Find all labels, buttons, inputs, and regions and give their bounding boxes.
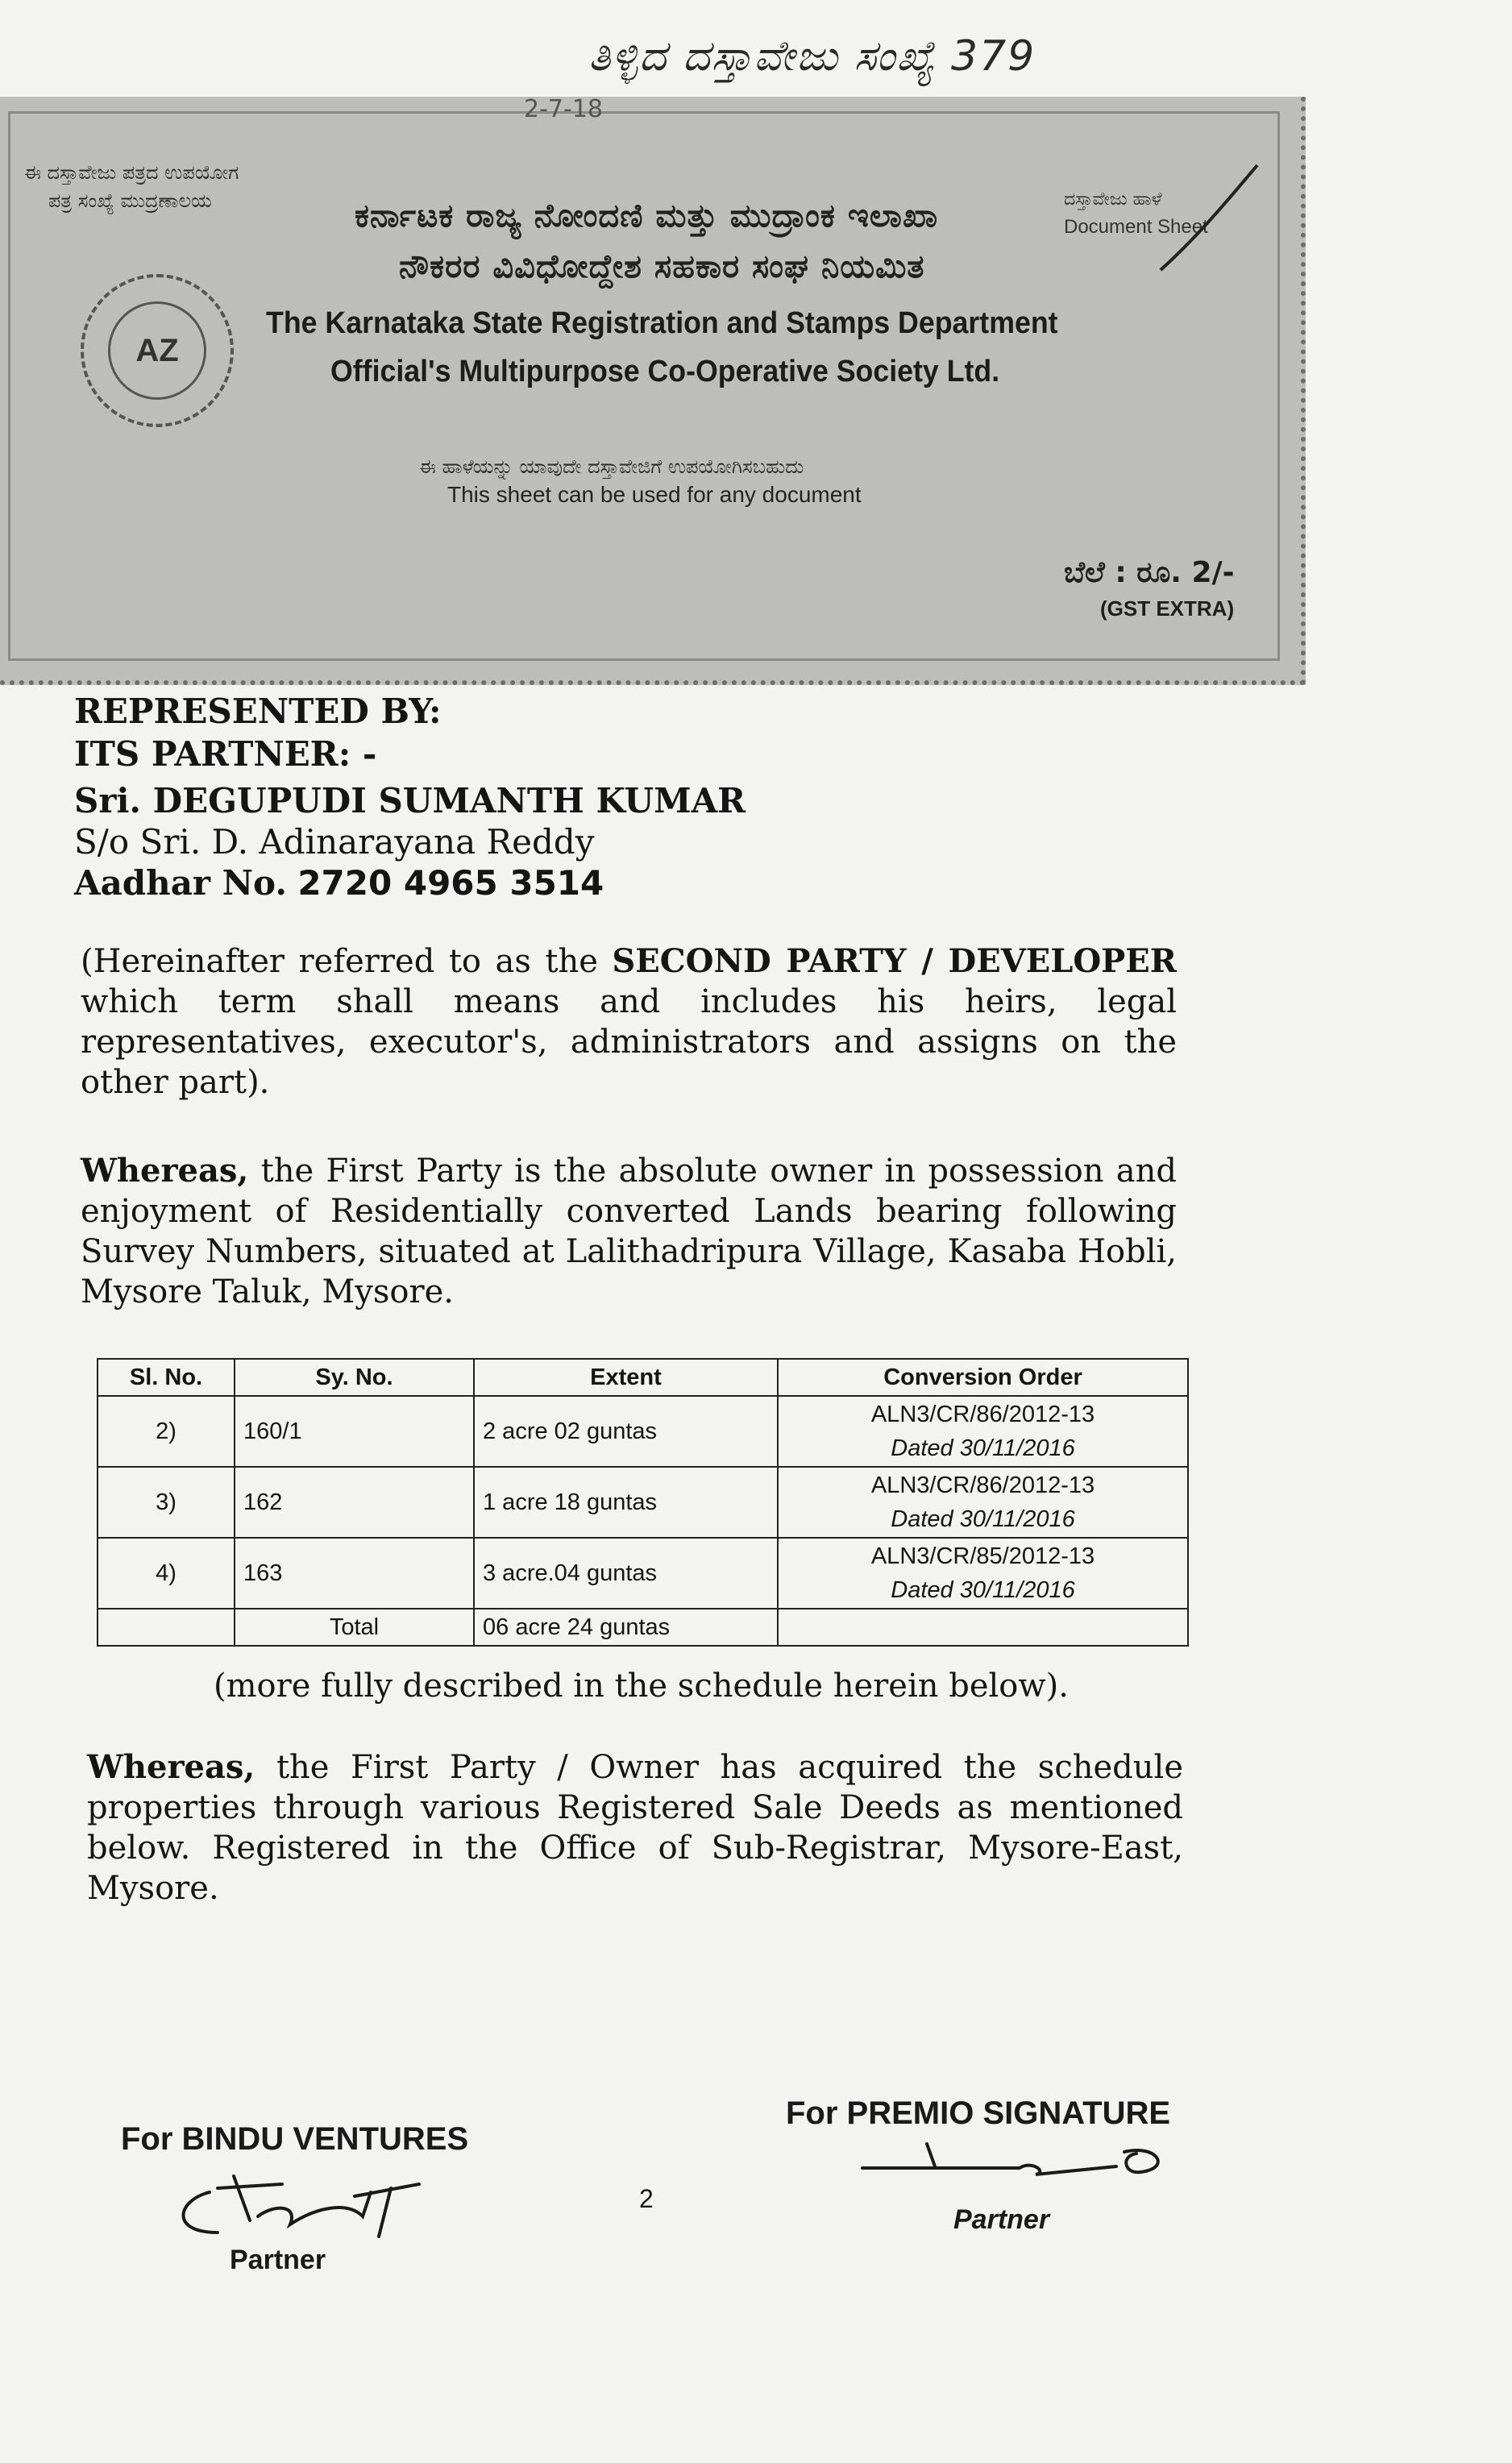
- cell-sl-no: 2): [98, 1396, 235, 1467]
- right-signatory-label: For PREMIO SIGNATURE: [786, 2095, 1171, 2131]
- notice-kannada: ಈ ಹಾಳೆಯನ್ನು ಯಾವುದೇ ದಸ್ತಾವೇಜಿಗೆ ಉಪಯೋಗಿಸಬಹುದು: [419, 455, 804, 478]
- whereas-lead: Whereas,: [81, 1152, 249, 1190]
- right-signature-scribble: [858, 2136, 1197, 2184]
- total-empty-cell: [98, 1609, 235, 1646]
- cell-conversion-order: [778, 1396, 1188, 1467]
- whereas-ownership-text: the First Party is the absolute owner in possession and enjoyment of Residentially converted Lands bearing following Survey Numbers, situated at Lalithadripura Village, Kasaba Hobli, Mysore Taluk, Mysore.: [81, 1153, 1177, 1310]
- stamp-left-kannada-1: ಈ ದಸ್ತಾವೇಜು ಪತ್ರದ ಉಪಯೋಗ: [24, 161, 239, 184]
- cell-sl-no: 3): [98, 1467, 235, 1538]
- left-partner-role: Partner: [230, 2245, 326, 2275]
- second-party-label: SECOND PARTY / DEVELOPER: [612, 942, 1177, 980]
- hereinafter-paragraph: [81, 941, 1177, 1103]
- whereas-acquisition-text: the First Party / Owner has acquired the schedule properties through various Registered Sale Deeds as mentioned below. Registered in the Office of Sub-Registrar, Mysore-East, Mysore.: [87, 1749, 1183, 1907]
- cell-extent: 2 acre 02 guntas: [474, 1396, 778, 1467]
- document-sheet-slash-mark: [1144, 161, 1265, 274]
- kannada-title-line-2: ನೌಕರರ ವಿವಿಧೋದ್ದೇಶ ಸಹಕಾರ ಸಂಘ ನಿಯಮಿತ: [399, 248, 925, 285]
- cell-sl-no: 4): [98, 1538, 235, 1609]
- notice-english: This sheet can be used for any document: [447, 482, 862, 507]
- represented-by-heading: REPRESENTED BY:: [74, 692, 442, 731]
- header-sy-no: Sy. No.: [235, 1359, 474, 1396]
- header-conversion-order: Conversion Order: [778, 1359, 1188, 1396]
- hereinafter-pre: (Hereinafter referred to as the: [81, 943, 613, 980]
- whereas-lead: Whereas,: [87, 1748, 255, 1786]
- cell-conversion-order: [778, 1467, 1188, 1538]
- document-sheet-kannada: ದಸ್ತಾವೇಜು ಹಾಳೆ: [1064, 189, 1162, 210]
- stamp-price: ಬೆಲೆ : ರೂ. 2/-: [1064, 556, 1235, 589]
- order-number: ALN3/CR/86/2012-13: [870, 1472, 1095, 1498]
- table-row: [98, 1538, 1188, 1609]
- cell-sy-no: 163: [235, 1538, 474, 1609]
- its-partner-heading: ITS PARTNER: -: [74, 734, 377, 774]
- schedule-note: (more fully described in the schedule herein below).: [214, 1668, 1069, 1705]
- table-row: [98, 1396, 1188, 1467]
- cell-sy-no: 160/1: [235, 1396, 474, 1467]
- partner-father-name: S/o Sri. D. Adinarayana Reddy: [74, 822, 595, 862]
- whereas-ownership-paragraph: [81, 1151, 1177, 1312]
- document-sheet-english: Document Sheet: [1064, 216, 1208, 238]
- page-number: 2: [639, 2184, 654, 2213]
- partner-name: Sri. DEGUPUDI SUMANTH KUMAR: [74, 781, 746, 820]
- order-number: ALN3/CR/86/2012-13: [870, 1402, 1095, 1427]
- society-seal-icon: [81, 274, 234, 427]
- header-sl-no: Sl. No.: [98, 1359, 235, 1396]
- seal-center: AZ: [108, 301, 206, 400]
- cell-conversion-order: [778, 1538, 1188, 1609]
- whereas-acquisition-paragraph: [87, 1747, 1183, 1909]
- cell-extent: 3 acre.04 guntas: [474, 1538, 778, 1609]
- order-number: ALN3/CR/85/2012-13: [870, 1543, 1095, 1569]
- total-extent: 06 acre 24 guntas: [474, 1609, 778, 1646]
- header-extent: Extent: [474, 1359, 778, 1396]
- aadhar-label: Aadhar No.: [74, 863, 287, 903]
- order-date: Dated 30/11/2016: [891, 1506, 1075, 1532]
- gst-note: (GST EXTRA): [1100, 596, 1235, 621]
- stamp-left-kannada-2: ಪತ್ರ ಸಂಖ್ಯೆ ಮುದ್ರಣಾಲಯ: [48, 189, 212, 212]
- table-row: [98, 1467, 1188, 1538]
- hereinafter-post: which term shall means and includes his heirs, legal representatives, executor's, administrators and assigns on the other part).: [81, 983, 1177, 1101]
- kannada-title-line-1: ಕರ್ನಾಟಕ ರಾಜ್ಯ ನೋಂದಣಿ ಮತ್ತು ಮುದ್ರಾಂಕ ಇಲಾಖಾ: [355, 197, 939, 235]
- department-name-line-1: The Karnataka State Registration and Stamps Department: [266, 306, 1058, 340]
- handwritten-document-number: ತಿಳ್ಳಿದ ದಸ್ತಾವೇಜು ಸಂಖ್ಯೆ 379: [588, 32, 1036, 81]
- aadhar-line: [74, 863, 604, 903]
- left-signature-scribble: [161, 2160, 451, 2249]
- left-signatory-label: For BINDU VENTURES: [121, 2121, 469, 2157]
- right-partner-role: Partner: [953, 2204, 1050, 2235]
- handwritten-date: 2-7-18: [524, 95, 603, 123]
- aadhar-number: 2720 4965 3514: [297, 863, 604, 903]
- cell-extent: 1 acre 18 guntas: [474, 1467, 778, 1538]
- table-header-row: [98, 1359, 1188, 1396]
- department-name-line-2: Official's Multipurpose Co-Operative Society Ltd.: [330, 355, 1000, 388]
- table-total-row: [98, 1609, 1188, 1646]
- order-date: Dated 30/11/2016: [891, 1577, 1075, 1603]
- total-label: Total: [235, 1609, 474, 1646]
- survey-lands-table: [97, 1358, 1189, 1647]
- order-date: Dated 30/11/2016: [891, 1435, 1075, 1461]
- cell-sy-no: 162: [235, 1467, 474, 1538]
- total-empty-cell: [778, 1609, 1188, 1646]
